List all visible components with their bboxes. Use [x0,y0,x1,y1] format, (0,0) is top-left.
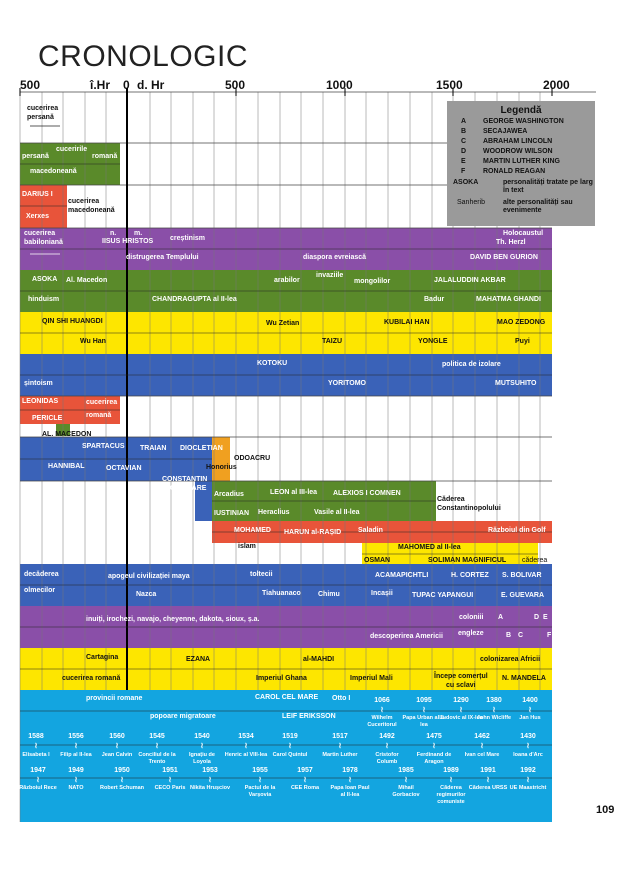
event-person: Nikita Hrușciov [189,785,231,791]
wavy-connector-icon: ≀ [432,741,436,750]
axis-label-zero: 0 [123,78,130,92]
axis-label-2000: 2000 [543,78,570,92]
event-year: 1992 [520,767,536,774]
label-al-mahdi: al-MAHDI [303,656,335,663]
axis-label-bc: î.Hr [90,78,111,92]
label-cucerirea: cucerirea [27,105,59,112]
legend-asoka-desc: personalități tratate pe larg în text [503,179,593,194]
label-legend-e: E [543,614,548,621]
label-cucerirea-romana: cucerirea romană [62,675,121,682]
label-saladin: Saladin [358,527,383,534]
label-mandela: N. MANDELA [502,675,546,682]
event-person: Carol Quintul [272,752,308,758]
label-darius: DARIUS I [22,191,53,198]
label-hinduism: hinduism [28,296,60,303]
page-number: 109 [596,804,615,816]
label-persana: persană [27,114,54,121]
wavy-connector-icon: ≀ [380,705,384,714]
wavy-connector-icon: ≀ [486,775,490,784]
wavy-connector-icon: ≀ [303,775,307,784]
label-leif: LEIF ERIKSSON [282,713,336,720]
event-year: 1991 [480,767,496,774]
label-islam: islam [238,543,256,550]
label-al-macedon: Al. Macedon [66,277,108,284]
event-person: Căderea URSS [468,785,508,791]
label-cuceririle: cuceririle [56,146,88,153]
event-year: 1545 [149,733,165,740]
legend-name-b: SECAJAWEA [483,128,528,135]
label-spartacus: SPARTACUS [82,443,125,450]
axis-label-1500: 1500 [436,78,463,92]
wavy-connector-icon: ≀ [120,775,124,784]
wavy-connector-icon: ≀ [36,775,40,784]
label-legend-f: F [547,632,552,639]
label-colonizarea: colonizarea Africii [480,656,541,663]
legend-name-a: GEORGE WASHINGTON [483,118,564,125]
label-legend-a: A [498,614,504,621]
label-izolare: politica de izolare [442,361,501,368]
label-guevara: E. GUEVARA [501,592,545,599]
wavy-connector-icon: ≀ [459,705,463,714]
label-acamapichtli: ACAMAPICHTLI [375,572,429,579]
label-mongolilor: mongolilor [354,278,391,285]
label-ben-gurion: DAVID BEN GURION [470,254,538,261]
wavy-connector-icon: ≀ [526,775,530,784]
label-iustinian: IUSTINIAN [214,510,249,517]
axis-label-ad: d. Hr [137,78,165,92]
legend-sanherib: Sanherib [457,199,486,206]
event-person: Filip al II-lea [60,752,92,758]
label-asoka: ASOKA [32,276,58,283]
event-person: CEE Roma [290,785,320,791]
event-person: Ioana d'Arc [513,752,543,758]
label-mutsuhito: MUTSUHITO [495,380,537,387]
event-person: Robert Schuman [100,785,145,791]
label-nascut: n. [110,230,117,237]
label-engleze: engleze [458,630,484,637]
event-year: 1519 [282,733,298,740]
label-traian: TRAIAN [140,445,167,452]
label-al-macedon2: AL. MACEDON [42,431,92,438]
legend-key-a: A [461,118,467,125]
event-person: Pactul de la Varșovia [244,785,276,798]
label-legend-b: B [506,632,512,639]
label-otto: Otto I [332,695,351,702]
label-romana: romană [92,153,118,160]
wavy-connector-icon: ≀ [244,741,248,750]
wavy-connector-icon: ≀ [208,775,212,784]
event-person: Henric al VIII-lea [224,752,268,758]
legend-key-c: C [461,138,467,145]
event-year: 1095 [416,697,432,704]
label-templu: distrugerea Templului [126,254,199,261]
label-constantinopol: Constantinopolului [437,505,501,512]
legend-name-d: WOODROW WILSON [483,148,553,155]
wavy-connector-icon: ≀ [155,741,159,750]
label-diaspora: diaspora evreiască [303,254,367,261]
label-wu-han: Wu Han [80,338,106,345]
label-chimu: Chimu [318,591,340,598]
label-chandragupta: CHANDRAGUPTA al II-lea [152,296,237,303]
label-nazca: Nazca [136,591,157,598]
event-year: 1949 [68,767,84,774]
label-persana2: persană [22,153,49,160]
label-diocletian: DIOCLETIAN [180,445,223,452]
label-leon: LEON al III-lea [270,489,318,496]
label-akbar: JALALUDDIN AKBAR [434,277,506,284]
label-razboiul-golf: Războiul din Golf [488,527,546,534]
label-alexios: ALEXIOS I COMNEN [333,490,401,497]
label-wu-zetian: Wu Zetian [266,320,300,327]
label-osman: OSMAN [364,557,391,564]
event-year: 1947 [30,767,46,774]
legend-title: Legendă [500,105,542,116]
event-person: Papa Ioan Paul al II-lea [330,785,370,798]
event-person: Wilhelm Cuceritorul [367,715,397,728]
label-cortez: H. CORTEZ [451,572,489,579]
wavy-connector-icon: ≀ [480,741,484,750]
legend-box [447,101,595,226]
label-ezana: EZANA [186,656,211,663]
legend-sanherib-desc: alte personalități sau evenimente [503,199,573,214]
event-person: Cristofor Columb [375,752,399,765]
label-legend-c: C [518,632,524,639]
event-person: Ludovic al IX-lea [439,715,483,721]
event-year: 1950 [114,767,130,774]
label-toltecii: toltecii [250,571,273,578]
event-year: 1290 [453,697,469,704]
legend-name-f: RONALD REAGAN [483,168,546,175]
event-year: 1951 [162,767,178,774]
legend-name-c: ABRAHAM LINCOLN [483,138,553,145]
label-carol: CAROL CEL MARE [255,694,319,701]
event-person: Conciliul de la Trento [138,752,176,765]
wavy-connector-icon: ≀ [200,741,204,750]
event-person: Ivan cel Mare [464,752,500,758]
event-person: Căderea regimurilor comuniste [436,785,466,805]
event-person: CECO Paris [154,785,186,791]
label-mort: m. [134,230,143,237]
event-year: 1492 [379,733,395,740]
event-year: 1517 [332,733,348,740]
label-cucerirea-bab: cucerirea [24,230,56,237]
label-yoritomo: YORITOMO [328,380,366,387]
label-kubilai: KUBILAI HAN [384,319,430,326]
event-year: 1556 [68,733,84,740]
label-hannibal: HANNIBAL [48,463,85,470]
wavy-connector-icon: ≀ [168,775,172,784]
event-year: 1534 [238,733,254,740]
label-harun: HARUN al-RAȘID [284,529,342,536]
wavy-connector-icon: ≀ [115,741,119,750]
legend-asoka: ASOKA [453,179,479,186]
label-cel-mare: CEL MARE [170,485,207,492]
event-year: 1953 [202,767,218,774]
label-colonii: coloniii [459,614,484,621]
event-year: 1955 [252,767,268,774]
legend-key-b: B [461,128,467,135]
label-mahomed: MAHOMED al II-lea [398,544,461,551]
wavy-connector-icon: ≀ [404,775,408,784]
label-leonidas: LEONIDAS [22,398,59,405]
event-person: NATO [68,785,84,791]
label-inuiti: inuiți, irochezi, navajo, cheyenne, dakota, sioux, ș.a. [86,616,260,623]
label-decaderea: decăderea [24,571,59,578]
label-comertul: Începe comerțul [434,673,488,680]
axis-label-500ad: 500 [225,78,246,92]
label-incasii: Incașii [371,590,393,597]
legend-key-e: E [461,158,466,165]
label-soliman: SOLIMAN MAGNIFICUL [428,557,507,564]
label-tiahuanaco: Tiahuanaco [262,590,301,597]
label-octavian: OCTAVIAN [106,465,142,472]
event-person: Mihail Gorbaciov [392,785,420,798]
event-year: 1540 [194,733,210,740]
wavy-connector-icon: ≀ [528,705,532,714]
wavy-connector-icon: ≀ [385,741,389,750]
label-xerxes: Xerxes [26,213,49,220]
wavy-connector-icon: ≀ [449,775,453,784]
label-crestinism: creștinism [170,235,206,242]
event-year: 1066 [374,697,390,704]
event-year: 1957 [297,767,313,774]
label-honorius: Honorius [206,464,237,471]
label-maya: apogeul civilizației maya [108,573,190,580]
label-mohamed: MOHAMED [234,527,271,534]
event-person: Jan Hus [519,715,541,721]
label-vasile: Vasile al II-lea [314,509,360,516]
label-tupac: TUPAC YAPANGUI [412,592,474,599]
event-person: Martin Luther [322,752,358,758]
legend-name-e: MARTIN LUTHER KING [483,158,560,165]
label-herzl: Th. Herzl [496,239,526,246]
label-migratoare: popoare migratoare [150,713,216,720]
label-arcadius: Arcadius [214,491,244,498]
label-mali: Imperiul Mali [350,675,393,682]
event-person: UE Maastricht [509,785,547,791]
label-heraclius: Heraclius [258,509,290,516]
label-sintoism: șintoism [24,380,53,387]
label-bolivar: S. BOLIVAR [502,572,542,579]
event-year: 1400 [522,697,538,704]
axis-label-1000: 1000 [326,78,353,92]
label-romana2: romană [86,412,112,419]
wavy-connector-icon: ≀ [526,741,530,750]
label-macedoneana2: macedoneană [68,207,115,214]
label-iisus: IISUS HRISTOS [102,238,154,245]
event-year: 1430 [520,733,536,740]
label-olmecilor: olmecilor [24,587,56,594]
event-person: Războiul Rece [19,785,57,791]
label-badur: Badur [424,296,445,303]
axis-label-500bc: 500 [20,78,41,92]
label-provincii: provincii romane [86,695,143,702]
event-year: 1989 [443,767,459,774]
page-title: CRONOLOGIC [38,40,249,73]
label-pericle: PERICLE [32,415,63,422]
label-caderea-const: Căderea [437,496,465,503]
event-year: 1588 [28,733,44,740]
event-year: 1985 [398,767,414,774]
event-year: 1560 [109,733,125,740]
label-gandhi: MAHATMA GHANDI [476,296,541,303]
wavy-connector-icon: ≀ [74,775,78,784]
label-mao: MAO ZEDONG [497,319,546,326]
label-yongle: YONGLE [418,338,448,345]
label-puyi: Puyi [515,338,530,345]
event-person: Jean Calvin [101,752,133,758]
label-arabilor: arabilor [274,277,300,284]
wavy-connector-icon: ≀ [492,705,496,714]
label-babiloniana: babiloniană [24,239,63,246]
label-invaziile: invaziile [316,272,344,279]
label-ghana: Imperiul Ghana [256,675,307,682]
event-year: 1475 [426,733,442,740]
label-cucerirea-rom: cucerirea [86,399,118,406]
wavy-connector-icon: ≀ [422,705,426,714]
label-constantin: CONSTANTIN [162,476,208,483]
wavy-connector-icon: ≀ [74,741,78,750]
event-person: Elisabeta I [22,752,50,758]
wavy-connector-icon: ≀ [288,741,292,750]
event-year: 1462 [474,733,490,740]
label-odoacru: ODOACRU [234,455,271,462]
label-holocaust: Holocaustul [503,230,544,237]
label-cartagina: Cartagina [86,654,119,661]
legend-key-f: F [461,168,466,175]
event-person: John Wicliffe [476,715,512,721]
wavy-connector-icon: ≀ [348,775,352,784]
wavy-connector-icon: ≀ [34,741,38,750]
legend-key-d: D [461,148,467,155]
event-person: Ignațiu de Loyola [189,752,215,765]
label-caderea: căderea [522,557,548,564]
label-macedoneana: macedoneană [30,168,77,175]
wavy-connector-icon: ≀ [258,775,262,784]
label-taizu: TAIZU [322,338,343,345]
wavy-connector-icon: ≀ [338,741,342,750]
label-legend-d: D [534,614,540,621]
label-descoperirea: descoperirea Americii [370,633,443,640]
label-qin: QIN SHI HUANGDI [42,318,103,325]
event-year: 1978 [342,767,358,774]
label-kotoku: KOTOKU [257,360,288,367]
label-sclavi: cu sclavi [446,682,476,689]
event-person: Papa Urban al II-lea [402,715,446,728]
event-person: Ferdinand de Aragon [416,752,452,765]
event-year: 1380 [486,697,502,704]
label-cucerirea2: cucerirea [68,198,100,205]
